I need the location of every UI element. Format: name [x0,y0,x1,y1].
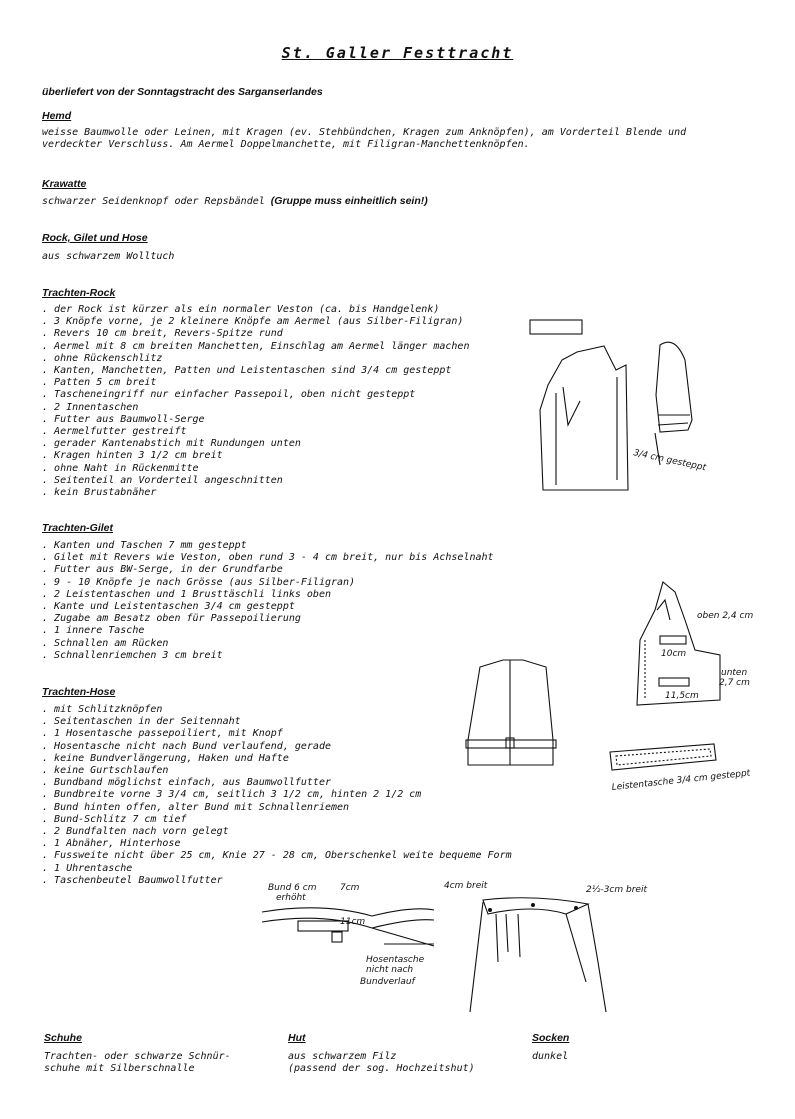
gilet-list-item: . 2 Leistentaschen und 1 Brusttäschli links oben [42,589,494,601]
rock-list-item: . Revers 10 cm breit, Revers-Spitze rund [42,328,469,340]
hose-list-item: . Seitentaschen in der Seitennaht [42,716,512,728]
hose-button-3 [574,906,578,910]
hut-heading: Hut [288,1032,306,1044]
gilet-list-item: . Schnallenriemchen 3 cm breit [42,650,494,662]
hose-label-2-3cm: 2½-3cm breit [586,885,647,895]
hose-bund-sketch [262,874,442,999]
schuhe-line-2: schuhe mit Silberschnalle [44,1063,195,1075]
gilet-list-item: . 9 - 10 Knöpfe je nach Grösse (aus Silber-Filigran) [42,577,494,589]
krawatte-heading: Krawatte [42,178,87,190]
hut-line-2: (passend der sog. Hochzeitshut) [288,1063,475,1075]
gilet-label-115: 11,5cm [665,691,699,701]
leistentasche-label: Leistentasche 3/4 cm gesteppt [611,768,751,793]
leistentasche-sketch [596,738,751,798]
hose-list-item: . Bundband möglichst einfach, aus Baumwollfutter [42,777,512,789]
gilet-list-item: . Schnallen am Rücken [42,638,494,650]
hose-list-item: . 2 Bundfalten nach vorn gelegt [42,826,512,838]
rock-sketch-label: 3/4 cm gesteppt [632,448,707,474]
hose-button-2 [531,903,535,907]
page-title: St. Galler Festtracht [281,44,514,62]
socken-heading: Socken [532,1032,570,1044]
hose-label-7cm: 7cm [340,883,360,893]
hut-line-1: aus schwarzem Filz [288,1051,397,1062]
rock-list-item: . Tascheneingriff nur einfacher Passepoil, oben nicht gesteppt [42,389,469,401]
socken-text [532,1051,568,1063]
hose-label-4cm: 4cm breit [444,881,488,891]
gilet-label-unten-val: 2,7 cm [719,678,750,688]
hose-front-back-sketch [438,872,668,1017]
material-text: aus schwarzem Wolltuch [42,251,175,262]
hose-label-hosentasche-3: Bundverlauf [360,977,415,987]
hose-list-item: . Bundbreite vorne 3 3/4 cm, seitlich 3 1/2 cm, hinten 2 1/2 cm [42,789,512,801]
hose-list-item: . mit Schlitzknöpfen [42,704,512,716]
rock-list-item: . 2 Innentaschen [42,402,469,414]
gilet-list-item: . Kanten und Taschen 7 mm gesteppt [42,540,494,552]
hose-heading: Trachten-Hose [42,686,116,698]
hemd-text [42,127,762,151]
rock-list-item: . Aermel mit 8 cm breiten Manchetten, Einschlag am Aermel länger machen [42,341,469,353]
hose-label-erhoeht: erhöht [276,893,306,903]
rock-list-item: . der Rock ist kürzer als ein normaler Veston (ca. bis Handgelenk) [42,304,469,316]
gilet-label-oben: oben 2,4 cm [697,611,754,621]
rock-sketch [520,315,720,505]
gilet-list-item: . Futter aus BW-Serge, in der Grundfarbe [42,564,494,576]
hose-list-item: . Bund hinten offen, alter Bund mit Schnallenriemen [42,802,512,814]
subtitle: überliefert von der Sonntagstracht des Sarganserlandes [42,86,323,98]
hose-button-1 [488,908,492,912]
gilet-front-sketch [625,570,770,720]
hut-text [288,1051,475,1075]
hose-list [42,704,512,887]
gilet-list-item: . Zugabe am Besatz oben für Passepoilierung [42,613,494,625]
rock-list-item: . Aermelfutter gestreift [42,426,469,438]
rock-list-item: . Kragen hinten 3 1/2 cm breit [42,450,469,462]
rock-list-item: . kein Brustabnäher [42,487,469,499]
gilet-list [42,540,494,662]
rock-list-item: . Futter aus Baumwoll-Serge [42,414,469,426]
schuhe-line-1: Trachten- oder schwarze Schnür- [44,1051,231,1062]
gilet-heading: Trachten-Gilet [42,522,113,534]
hose-list-item: . Fussweite nicht über 25 cm, Knie 27 - 28 cm, Oberschenkel weite bequeme Form [42,850,512,862]
hose-label-hosentasche-1: Hosentasche [366,955,425,965]
hose-list-item: . 1 Uhrentasche [42,863,512,875]
hose-label-11cm: 11cm [340,917,366,927]
rock-list-item: . ohne Naht in Rückenmitte [42,463,469,475]
hose-list-item: . keine Gurtschlaufen [42,765,512,777]
hemd-line-1: weisse Baumwolle oder Leinen, mit Kragen (ev. Stehbündchen, Kragen zum Anknöpfen), am Vorderteil Blende und [42,127,687,138]
rock-list-item: . Patten 5 cm breit [42,377,469,389]
hemd-line-2: verdeckter Verschluss. Am Aermel Doppelmanchette, mit Filigran-Manchettenknöpfen. [42,139,530,151]
hose-label-hosentasche-2: nicht nach [366,965,414,975]
hose-list-item: . keine Bundverlängerung, Haken und Hafte [42,753,512,765]
hose-list-item: . Hosentasche nicht nach Bund verlaufend, gerade [42,741,512,753]
gilet-list-item: . Gilet mit Revers wie Veston, oben rund 3 - 4 cm breit, nur bis Achselnaht [42,552,494,564]
rock-list-item: . Kanten, Manchetten, Patten und Leistentaschen sind 3/4 cm gesteppt [42,365,469,377]
krawatte-line: schwarzer Seidenknopf oder Repsbändel [42,196,265,207]
hose-list-item: . 1 Abnäher, Hinterhose [42,838,512,850]
gilet-list-item: . 1 innere Tasche [42,625,494,637]
rock-list-item: . Seitenteil an Vorderteil angeschnitten [42,475,469,487]
rock-list-item: . ohne Rückenschlitz [42,353,469,365]
gilet-label-unten: unten [721,668,748,678]
material-heading: Rock, Gilet und Hose [42,232,148,244]
hose-list-item: . 1 Hosentasche passepoiliert, mit Knopf [42,728,512,740]
rock-list-item: . 3 Knöpfe vorne, je 2 kleinere Knöpfe am Aermel (aus Silber-Filigran) [42,316,469,328]
gilet-list-item: . Kante und Leistentaschen 3/4 cm gesteppt [42,601,494,613]
hose-list-item: . Taschenbeutel Baumwollfutter [42,875,512,887]
socken-line-1: dunkel [532,1051,569,1062]
schuhe-text [44,1051,231,1075]
hose-label-bund6: Bund 6 cm [268,883,317,893]
rock-list [42,304,469,499]
hemd-heading: Hemd [42,110,72,122]
schuhe-heading: Schuhe [44,1032,82,1044]
hose-list-item: . Bund-Schlitz 7 cm tief [42,814,512,826]
gilet-label-10cm: 10cm [661,649,687,659]
krawatte-text [42,195,762,208]
rock-list-item: . gerader Kantenabstich mit Rundungen unten [42,438,469,450]
rock-heading: Trachten-Rock [42,287,116,299]
krawatte-note: (Gruppe muss einheitlich sein!) [270,195,428,207]
